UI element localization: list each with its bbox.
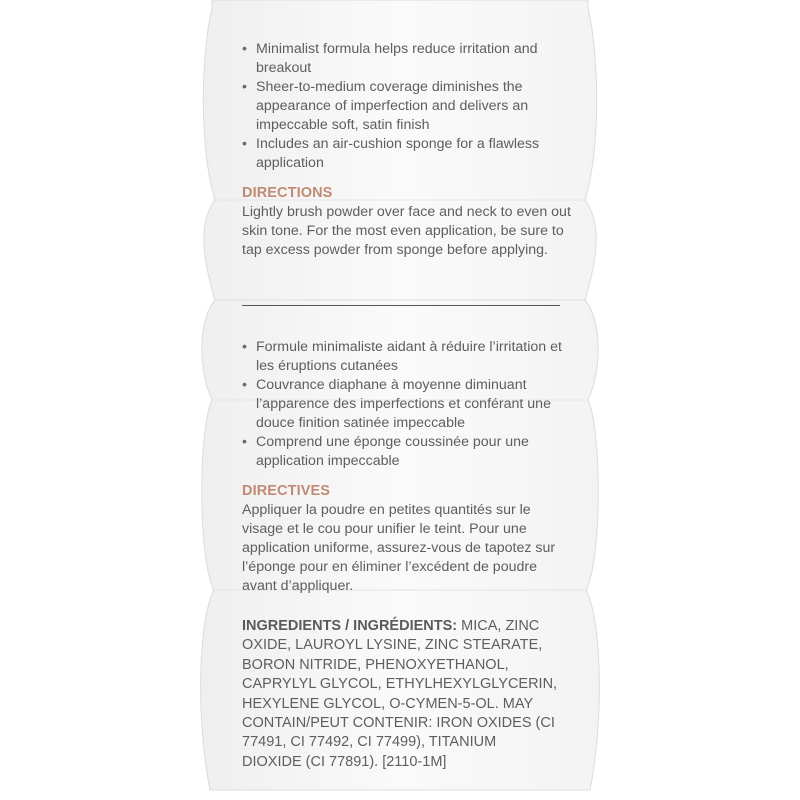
english-directions-text: Lightly brush powder over face and neck to even out skin tone. For the most even application, be sure to tap excess powder from sponge before applying. [242,204,571,258]
ingredients-label: INGREDIENTS / INGRÉDIENTS: [242,618,458,634]
ingredients-section [242,617,558,772]
french-directions-heading: DIRECTIVES [242,483,331,499]
french-section [242,338,572,596]
english-directions-heading: DIRECTIONS [242,185,333,201]
french-benefit-3: • Comprend une éponge coussinée pour une application impeccable [242,433,572,471]
english-benefit-1: • Minimalist formula helps reduce irritation and breakout [242,40,572,78]
french-benefits-list [242,338,572,471]
section-divider [242,305,560,306]
french-directions-text: Appliquer la poudre en petites quantités sur le visage et le cou pour unifier le teint. Pour une application uniforme, assurez-vous de tapotez sur l’éponge pour en éliminer l’excédent de poudre avant d’appliquer. [242,502,556,594]
english-section [242,40,572,260]
english-benefit-3: • Includes an air-cushion sponge for a flawless application [242,135,572,173]
french-benefit-2: • Couvrance diaphane à moyenne diminuant l’apparence des imperfections et conférant une douce finition satinée impeccable [242,376,572,433]
english-benefits-list [242,40,572,173]
ingredients-list: MICA, ZINC OXIDE, LAUROYL LYSINE, ZINC STEARATE, BORON NITRIDE, PHENOXYETHANOL, CAPRYLYL GLYCOL, ETHYLHEXYLGLYCERIN, HEXYLENE GLYCOL, O-CYMEN-5-OL. MAY CONTAIN/PEUT CONTENIR: IRON OXIDES (CI 77491, CI 77492, CI 77499), TITANIUM DIOXIDE (CI 77891). [2110-1M] [242,618,558,770]
english-benefit-2: • Sheer-to-medium coverage diminishes the appearance of imperfection and delivers an impeccable soft, satin finish [242,78,572,135]
french-benefit-1: • Formule minimaliste aidant à réduire l’irritation et les éruptions cutanées [242,338,572,376]
